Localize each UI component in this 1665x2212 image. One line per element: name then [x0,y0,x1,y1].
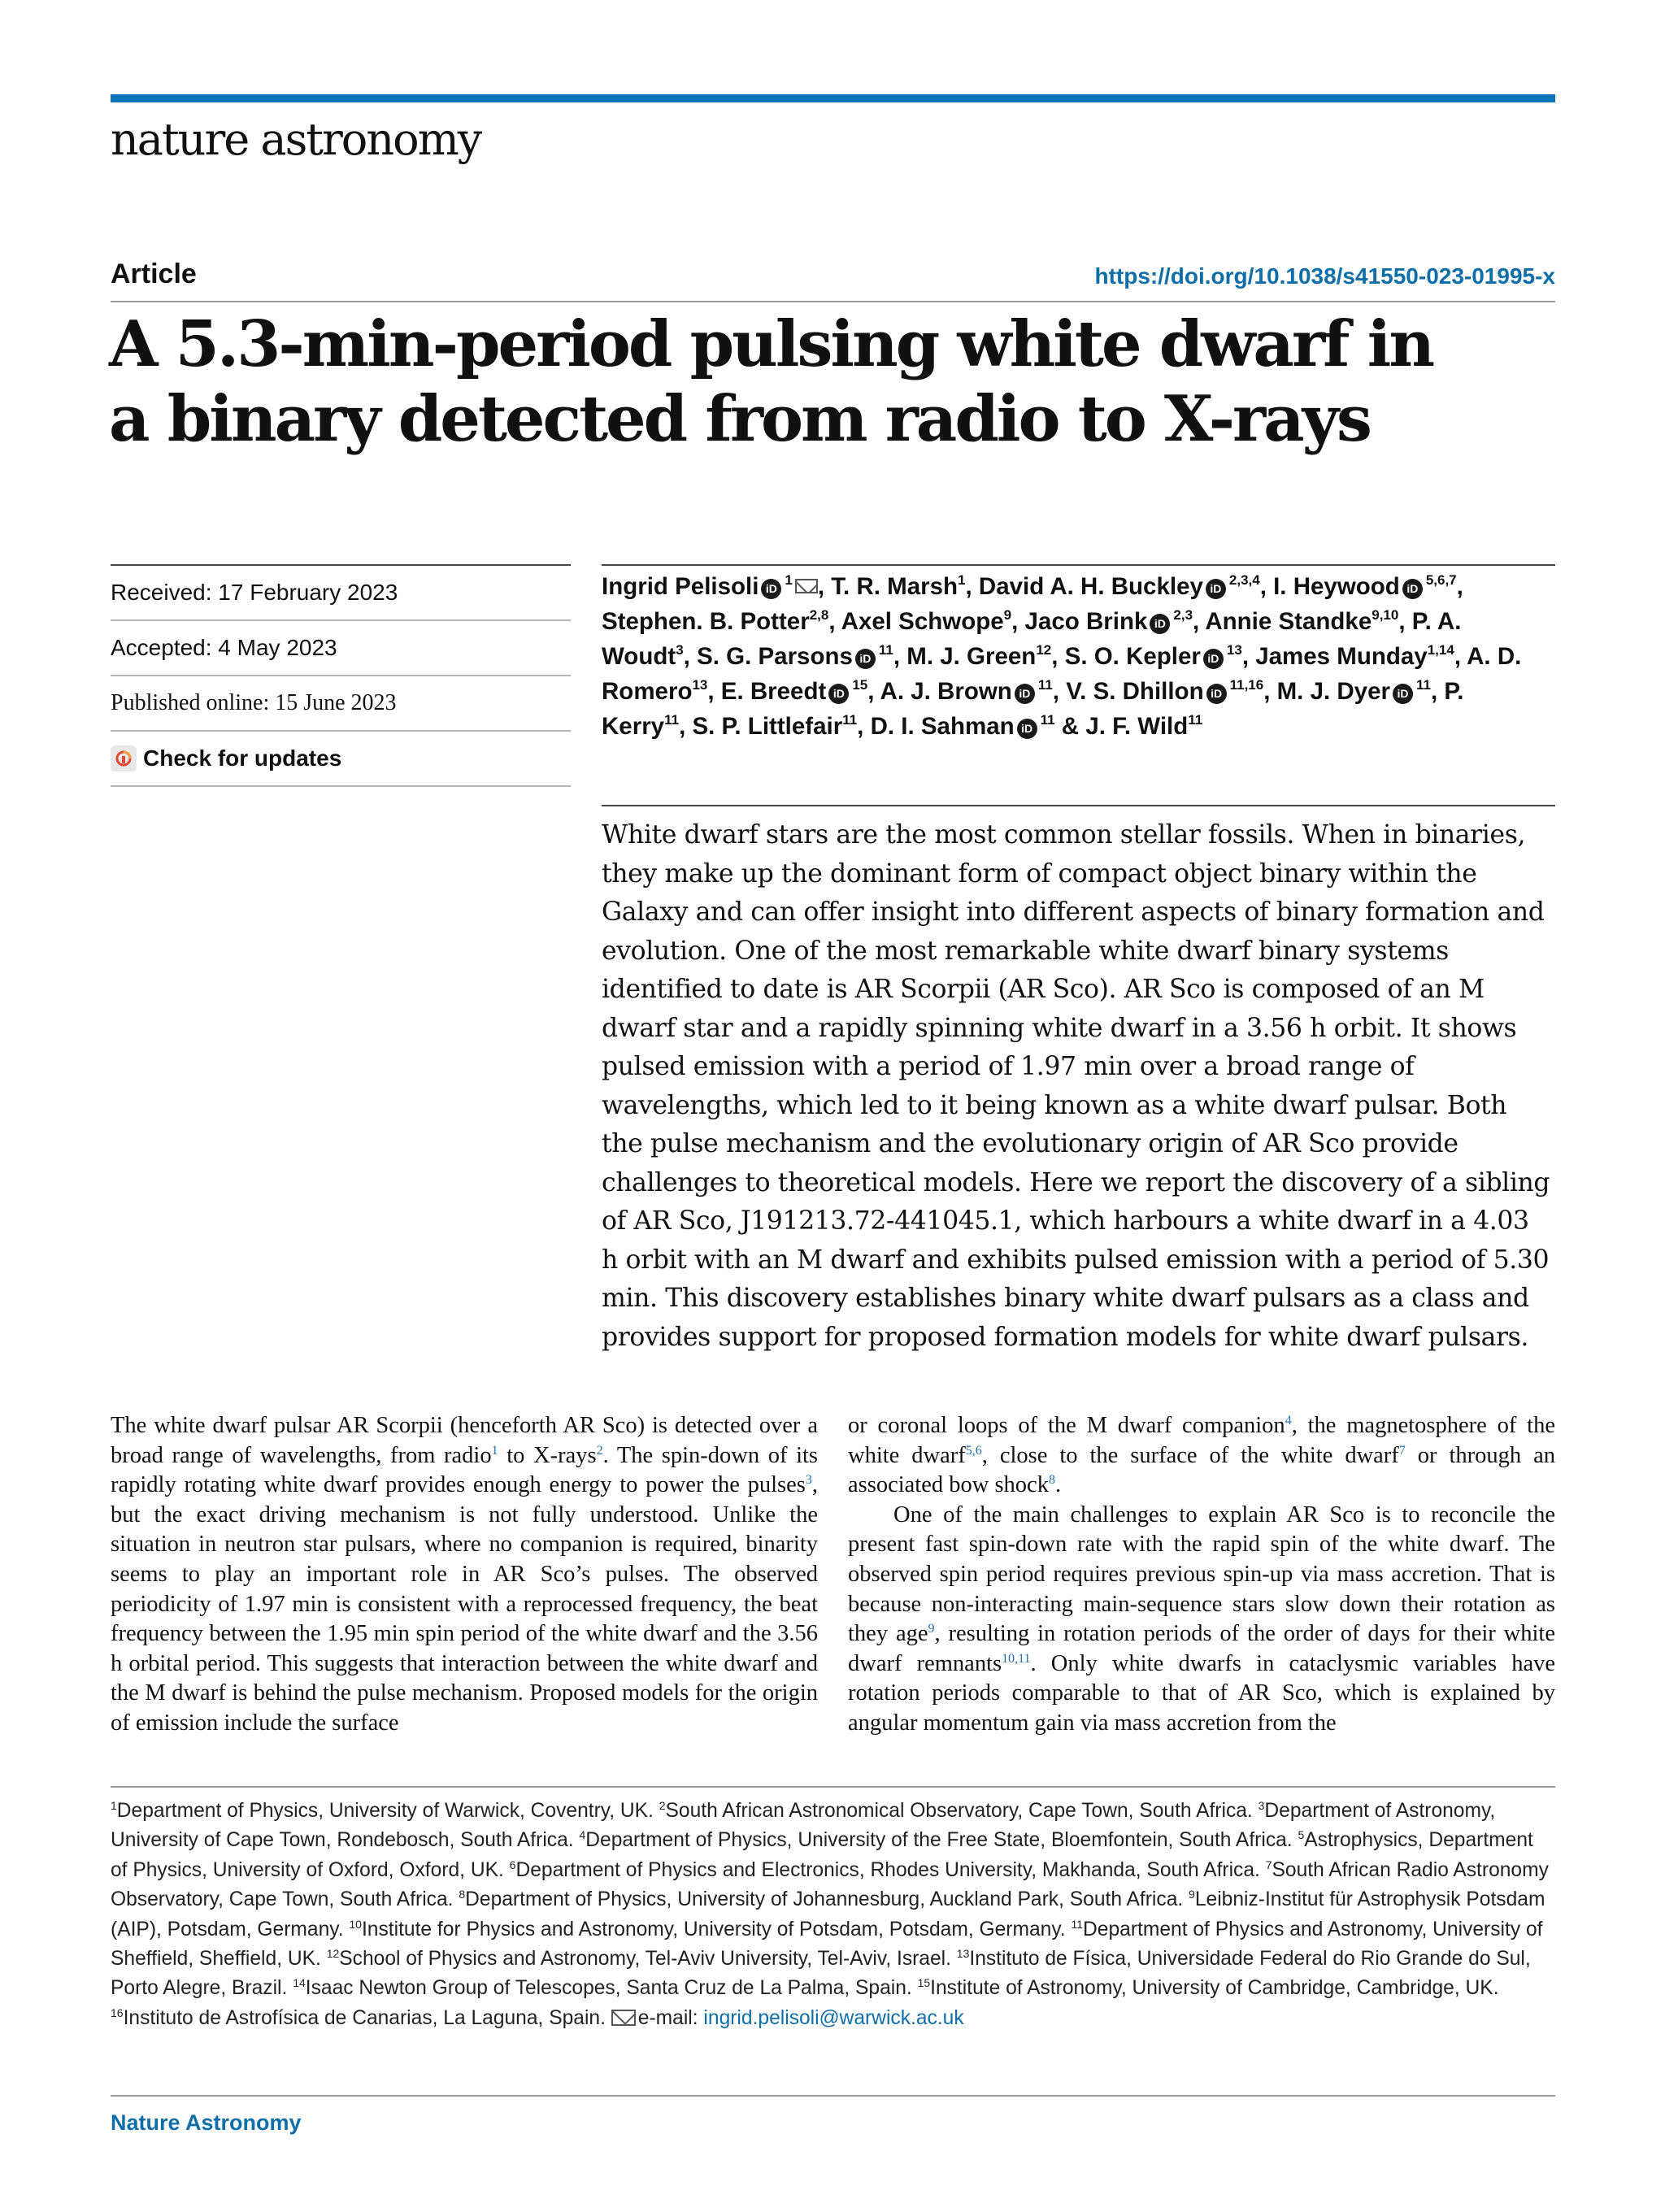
header-rule [111,301,1555,302]
reference-link[interactable]: 7 [1398,1443,1406,1458]
affiliations [111,1797,1555,2033]
author-name[interactable]: David A. H. Buckley [978,573,1203,600]
author-separator: , [1241,643,1256,670]
author-separator: , [707,678,721,705]
author-affiliation: 13 [1226,642,1242,658]
affiliation-number: 9 [1189,1888,1195,1901]
body-text: . [1054,1472,1062,1498]
mail-icon[interactable] [795,579,818,593]
body-text: , close to the surface of the white dwarf [981,1442,1399,1468]
author-affiliation: 2,8 [809,607,829,623]
body-column-1 [111,1411,818,1739]
orcid-icon[interactable]: iD [1203,649,1224,669]
author-affiliation: 1,14 [1427,642,1454,658]
orcid-icon[interactable]: iD [1206,684,1227,704]
article-type: Article [111,259,197,289]
abstract: White dwarf stars are the most common stellar fossils. When in binaries, they make up the dominant form of compact object binary within the Galaxy and can offer insight into different aspects of binary formation and evolution. One of the most remarkable white dwarf binary systems identified to date is AR Scorpii (AR Sco). AR Sco is composed of an M dwarf star and a rapidly spinning white dwarf in a 3.56 h orbit. It shows pulsed emission with a period of 1.97 min over a broad range of wavelengths, which led to it being known as a white dwarf pulsar. Both the pulse mechanism and the evolutionary origin of AR Sco provide challenges to theoretical models. Here we report the discovery of a sibling of AR Sco, J191213.72-441045.1, which harbours a white dwarf in a 4.03 h orbit with an M dwarf and exhibits pulsed emission with a period of 5.30 min. This discovery establishes binary white dwarf pulsars as a class and provides support for proposed formation models for white dwarf pulsars. [602,820,1550,1352]
body-paragraph [848,1411,1555,1501]
author-name[interactable]: Jaco Brink [1024,608,1148,635]
doi-link[interactable]: https://doi.org/10.1038/s41550-023-01995-x [1094,263,1555,289]
reference-link[interactable]: 9 [928,1622,935,1636]
check-for-updates-icon [111,745,137,771]
author-name[interactable]: T. R. Marsh [831,573,959,600]
author-list [602,569,1553,744]
affiliation-number: 7 [1265,1858,1272,1871]
affiliation-number: 15 [917,1976,931,1990]
authors-top-rule [602,564,1555,566]
author-affiliation: 1 [958,572,966,588]
author-name[interactable]: A. J. Brown [880,678,1012,705]
title-line-2: a binary detected from radio to X-rays [109,382,1370,456]
author-name[interactable]: J. F. Wild [1085,713,1189,740]
footer-journal-name: Nature Astronomy [111,2110,302,2135]
affiliation-number: 2 [659,1799,666,1812]
author-affiliation: 1 [785,572,793,588]
mail-icon [611,2010,636,2026]
orcid-icon[interactable]: iD [1393,684,1413,704]
abstract-top-rule [602,805,1555,806]
author-separator: , [1398,608,1412,635]
orcid-icon[interactable]: iD [828,684,849,704]
orcid-icon[interactable]: iD [1402,579,1423,599]
affiliation-number: 5 [1298,1828,1305,1842]
orcid-icon[interactable]: iD [1015,684,1035,704]
author-separator: , [1051,643,1065,670]
received-date: Received: 17 February 2023 [111,566,571,621]
affiliation-number: 4 [579,1828,586,1842]
affiliation-text: Institute of Astronomy, University of Cambridge, Cambridge, UK. [930,1977,1499,2000]
author-name[interactable]: P. Kerry [602,678,1464,740]
title-line-1: A 5.3-min-period pulsing white dwarf in [109,307,1433,381]
affiliation-text: Instituto de Astrofísica de Canarias, La Laguna, Spain. [123,2006,611,2029]
author-separator: , [1193,608,1206,635]
body-text: , resulting in rotation periods of the order of days for their white dwarf remnants [848,1621,1555,1676]
author-name[interactable]: Annie Standke [1205,608,1372,635]
author-name[interactable]: V. S. Dhillon [1066,678,1204,705]
affiliation-number: 16 [111,2006,124,2019]
author-name[interactable]: E. Breedt [720,678,827,705]
top-accent-bar [111,94,1555,102]
author-name[interactable]: Axel Schwope [841,608,1004,635]
check-for-updates-label: Check for updates [143,745,342,771]
author-name[interactable]: Stephen. B. Potter [602,608,810,635]
reference-link[interactable]: 10,11 [1002,1651,1031,1666]
email-label: e-mail: [637,2006,704,2029]
affiliation-text: Institute for Physics and Astronomy, University of Potsdam, Potsdam, Germany. [361,1918,1072,1940]
author-name[interactable]: S. G. Parsons [697,643,853,670]
author-affiliation: 11,16 [1229,677,1264,693]
affiliation-text: Department of Physics and Electronics, Rhodes University, Makhanda, South Africa. [515,1858,1266,1881]
article-title [109,307,1432,457]
author-separator: , [1011,608,1025,635]
author-separator: , [683,643,698,670]
orcid-icon[interactable]: iD [1150,614,1170,634]
author-affiliation: 11 [842,712,858,728]
affiliation-text: Department of Physics and Astronomy, University of Sheffield, Sheffield, UK. [111,1918,1543,1971]
author-separator: , [1052,678,1067,705]
author-separator: , [1430,678,1445,705]
author-affiliation: 11 [1037,677,1053,693]
body-text: or through an associated bow shock [848,1442,1555,1498]
affiliation-number: 14 [293,1976,306,1990]
author-affiliation: 11 [1415,677,1431,693]
journal-name: nature astronomy [111,114,481,165]
affiliation-text: Department of Astronomy, University of Cape Town, Rondebosch, South Africa. [111,1800,1496,1852]
body-column-2 [848,1411,1555,1739]
author-name[interactable]: James Munday [1255,643,1428,670]
author-affiliation: 9,10 [1372,607,1399,623]
author-name[interactable]: Ingrid Pelisoli [602,573,759,600]
affiliation-text: Astrophysics, Department of Physics, University of Oxford, Oxford, UK. [111,1829,1533,1881]
affiliation-number: 8 [459,1888,466,1901]
author-name[interactable]: S. O. Kepler [1064,643,1201,670]
reference-link[interactable]: 8 [1048,1473,1055,1488]
author-separator: , [857,713,871,740]
body-text: . Only white dwarfs in cataclysmic variables have rotation periods comparable to that of AR Sco, which is explained by angular momentum gain via mass accretion from the [848,1650,1556,1736]
author-separator: & [1054,713,1086,740]
author-affiliation: 12 [1036,642,1052,658]
body-paragraph [111,1411,818,1739]
author-affiliation: 9 [1003,607,1012,623]
affiliation-text: Isaac Newton Group of Telescopes, Santa Cruz de La Palma, Spain. [305,1977,918,2000]
affiliation-text: South African Radio Astronomy Observatory, Cape Town, South Africa. [111,1858,1549,1911]
body-text: . The spin-down of its rapidly rotating white dwarf provides enough energy to power the pulses [111,1442,818,1498]
reference-link[interactable]: 1 [491,1443,498,1458]
accepted-date: Accepted: 4 May 2023 [111,621,571,676]
author-separator: , [867,678,880,705]
affiliations-rule [111,1786,1555,1788]
affiliation-number: 12 [326,1947,340,1961]
author-affiliation: 2,3,4 [1228,572,1260,588]
check-for-updates-button[interactable] [111,732,571,787]
author-affiliation: 3 [676,642,684,658]
author-separator: , [828,608,841,635]
orcid-icon[interactable]: iD [1206,579,1226,599]
author-name[interactable]: M. J. Dyer [1276,678,1390,705]
article-history [111,566,571,787]
footer-rule [111,2095,1555,2097]
reference-link[interactable]: 2 [596,1443,603,1458]
author-separator: , [965,573,979,600]
author-name[interactable]: P. A. Woudt [602,608,1462,670]
affiliation-text: Department of Physics, University of Warwick, Coventry, UK. [116,1800,659,1822]
author-name[interactable]: I. Heywood [1273,573,1400,600]
body-text: or coronal loops of the M dwarf companion [848,1413,1285,1438]
affiliation-number: 6 [509,1858,516,1871]
affiliation-number: 3 [1258,1799,1265,1812]
author-affiliation: 5,6,7 [1425,572,1457,588]
author-affiliation: 13 [692,677,708,693]
author-separator: , [1263,678,1277,705]
author-affiliation: 15 [852,677,868,693]
author-affiliation: 11 [664,712,680,728]
author-affiliation: 11 [1040,712,1055,728]
affiliation-number: 1 [111,1799,117,1812]
orcid-icon[interactable]: iD [1017,719,1037,739]
author-separator: , [893,643,907,670]
reference-link[interactable]: 4 [1285,1414,1292,1428]
author-name[interactable]: A. D. Romero [602,643,1522,705]
reference-link[interactable]: 5,6 [965,1443,982,1458]
orcid-icon[interactable]: iD [855,649,876,669]
body-text: , the magnetosphere of the white dwarf [848,1413,1555,1468]
author-separator: , [817,573,832,600]
reference-link[interactable]: 3 [805,1473,812,1488]
affiliation-number: 11 [1071,1917,1084,1931]
affiliation-text: South African Astronomical Observatory, Cape Town, South Africa. [665,1800,1259,1822]
body-text: , but the exact driving mechanism is not fully understood. Unlike the situation in neutron star pulsars, where no companion is required, binarity seems to play an important role in AR Sco’s pulses. The observed periodicity of 1.97 min is consistent with a reprocessed frequency, the beat frequency between the 1.95 min spin period of the white dwarf and the 3.56 h orbital period. This suggests that interaction between the white dwarf and the M dwarf is behind the pulse mechanism. Proposed models for the origin of emission include the surface [111,1472,818,1736]
author-separator: , [1454,643,1467,670]
affiliation-text: Instituto de Física, Universidade Federal do Rio Grande do Sul, Porto Alegre, Brazil. [111,1948,1531,2000]
author-name[interactable]: M. J. Green [906,643,1037,670]
body-paragraph [848,1501,1555,1739]
author-separator: , [679,713,693,740]
author-name[interactable]: D. I. Sahman [870,713,1015,740]
author-affiliation: 11 [1188,712,1203,728]
body-text: to X-rays [498,1442,597,1468]
body-text: One of the main challenges to explain AR Sco is to reconcile the present fast spin-down rate with the rapid spin of the white dwarf. The observed spin period requires previous spin-up via mass accretion. That is because non-interacting main-sequence stars slow down their rotation as they age [848,1501,1555,1647]
affiliation-number: 10 [349,1917,362,1931]
published-date: Published online: 15 June 2023 [111,676,571,732]
author-separator: , [1456,573,1463,600]
body-text: The white dwarf pulsar AR Scorpii (henceforth AR Sco) is detected over a broad range of wavelengths, from radio [111,1413,818,1468]
affiliation-text: Department of Physics, University of Johannesburg, Auckland Park, South Africa. [465,1888,1189,1911]
orcid-icon[interactable]: iD [761,579,781,599]
affiliation-text: Leibniz-Institut für Astrophysik Potsdam (AIP), Potsdam, Germany. [111,1888,1545,1940]
author-affiliation: 2,3 [1173,607,1193,623]
author-separator: , [1259,573,1274,600]
affiliation-number: 13 [956,1947,970,1961]
author-name[interactable]: S. P. Littlefair [692,713,843,740]
affiliation-text: School of Physics and Astronomy, Tel-Aviv University, Tel-Aviv, Israel. [339,1948,957,1971]
email-link[interactable]: ingrid.pelisoli@warwick.ac.uk [703,2006,964,2029]
author-affiliation: 11 [878,642,893,658]
affiliation-text: Department of Physics, University of the Free State, Bloemfontein, South Africa. [585,1829,1298,1852]
